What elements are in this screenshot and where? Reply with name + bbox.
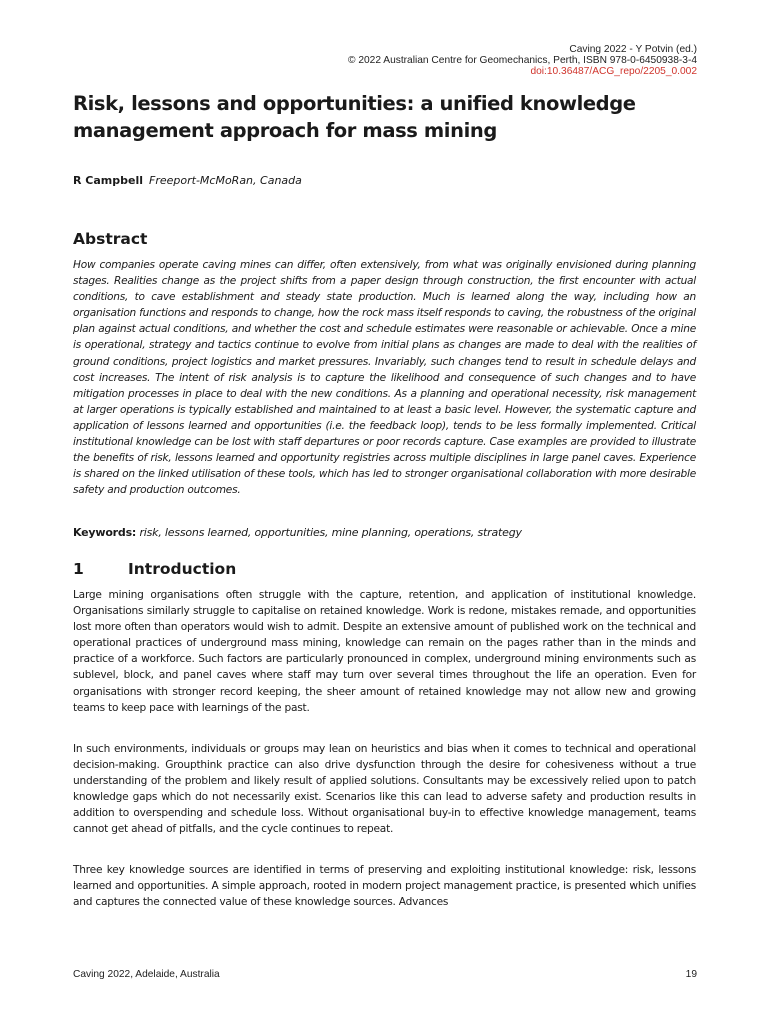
author-affiliation: Freeport-McMoRan, Canada — [149, 174, 302, 187]
author-name: R Campbell — [73, 174, 144, 187]
keywords-line — [73, 526, 522, 539]
abstract-heading: Abstract — [73, 230, 148, 248]
section-number: 1 — [73, 560, 84, 578]
author-line — [73, 174, 302, 187]
abstract-text: How companies operate caving mines can differ, often extensively, from what was originally envisioned during planning stages. Realities change as the project shifts from a paper design through construction, the first encounter with actual conditions, to cave establishment and steady state production. Much is learned along the way, including how an organisation functions and responds to change, how the rock mass itself responds to caving, the robustness of the original plan against actual conditions, and whether the cost and schedule estimates were reasonable or achievable. Once a mine is operational, strategy and tactics continue to evolve from initial plans as changes are made to deal with the realities of ground conditions, project logistics and market pressures. Invariably, such changes tend to result in schedule delays and cost increases. The intent of risk analysis is to capture the likelihood and consequence of such changes and to have mitigation processes in place to deal with the new conditions. As a planning and operational necessity, risk management at larger operations is typically established and maintained to at least a basic level. However, the systematic capture and application of lessons learned and opportunities (i.e. the feedback loop), tends to be less formally implemented. Critical institutional knowledge can be lost with staff departures or poor records capture. Case examples are provided to illustrate the benefits of risk, lessons learned and opportunity registries across multiple disciplines in large panel caves. Experience is shared on the linked utilisation of these tools, which has led to stronger organisational collaboration with more desirable safety and production outcomes. — [73, 259, 696, 497]
section-heading-introduction — [73, 560, 236, 578]
keywords-label: Keywords: — [73, 526, 137, 539]
footer-conference: Caving 2022, Adelaide, Australia — [73, 969, 220, 980]
header-doi-link[interactable]: doi:10.36487/ACG_repo/2205_0.002 — [530, 66, 697, 78]
header-proceedings: Caving 2022 - Y Potvin (ed.) — [569, 44, 697, 55]
keywords-list: risk, lessons learned, opportunities, mine planning, operations, strategy — [139, 526, 522, 539]
footer-page-number: 19 — [685, 969, 697, 980]
section-title: Introduction — [128, 560, 237, 578]
intro-paragraph-1: Large mining organisations often struggle with the capture, retention, and application of institutional knowledge. Organisations similarly struggle to capitalise on retained knowledge. Work is redone, mistakes remade, and opportunities lost more often than operators would wish to admit. Despite an extensive amount of published work on the technical and operational practices of underground mass mining, knowledge can remain on the pages rather than in the minds and practice of a workforce. Such factors are particularly pronounced in complex, underground mining environments such as sublevel, block, and panel caves where staff may turn over several times throughout the life an operation. Even for organisations with stronger record keeping, the sheer amount of retained knowledge may not allow new and growing teams to keep pace with learnings of the past. — [73, 589, 696, 714]
paper-title: Risk, lessons and opportunities: a unified knowledge management approach for mass mining — [73, 92, 636, 142]
intro-paragraph-2: In such environments, individuals or groups may lean on heuristics and bias when it comes to technical and operational decision-making. Groupthink practice can also drive dysfunction through the desire for cohesiveness without a true understanding of the problem and likely result of applied solutions. Consultants may be excessively relied upon to patch knowledge gaps which do not necessarily exist. Scenarios like this can lead to adverse safety and production results in addition to overspending and schedule loss. Without organisational buy-in to effective knowledge management, teams cannot get ahead of pitfalls, and the cycle continues to repeat. — [73, 743, 696, 836]
header-copyright: © 2022 Australian Centre for Geomechanics, Perth, ISBN 978-0-6450938-3-4 — [348, 55, 697, 67]
publication-header — [348, 44, 697, 78]
intro-paragraph-3: Three key knowledge sources are identified in terms of preserving and exploiting institutional knowledge: risk, lessons learned and opportunities. A simple approach, rooted in modern project management practice, is presented which unifies and captures the connected value of these knowledge sources. Advances — [73, 864, 696, 909]
